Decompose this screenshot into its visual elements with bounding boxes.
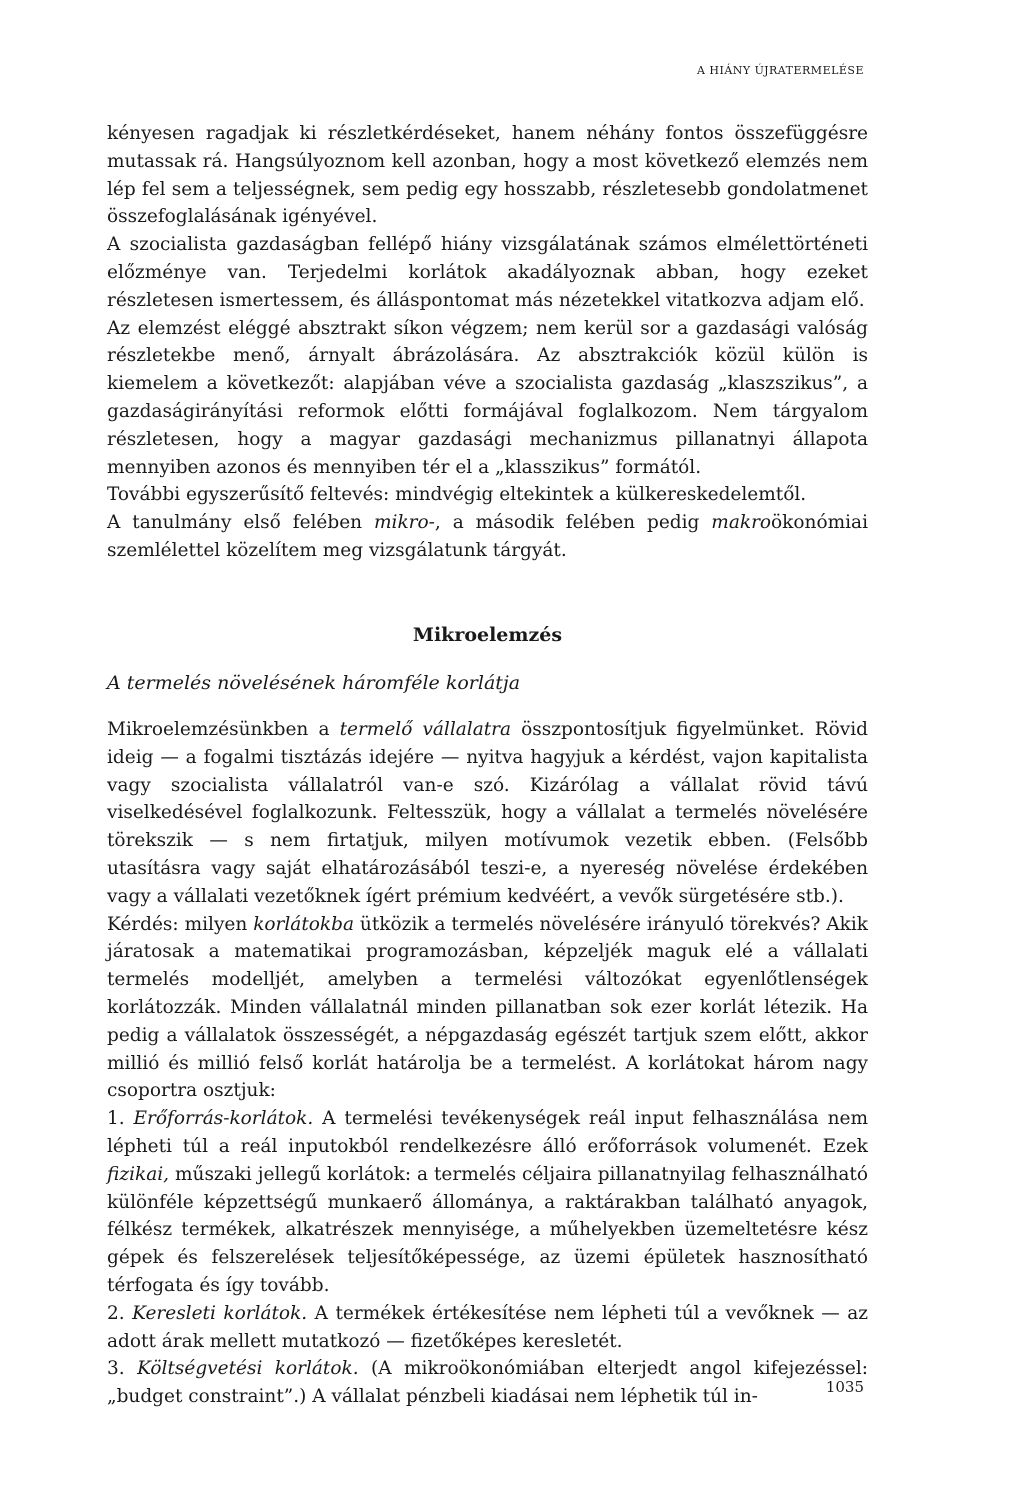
page-number: 1035 — [825, 1378, 864, 1396]
paragraph: A tanulmány első felében mikro-, a második felében pedig makroökonómiai szemlélettel közelítem meg vizsgálatunk tárgyát. — [107, 512, 868, 561]
running-header: A HIÁNY ÚJRATERMELÉSE — [696, 64, 864, 77]
intro-text — [107, 120, 868, 565]
paragraph: A szocialista gazdaságban fellépő hiány vizsgálatának számos elmélettörténeti előzménye van. Terjedelmi korlátok akadályoznak abban, hogy ezeket részletesen ismertessem, és álláspontomat más nézetekkel vitatkozva adjam elő. — [107, 234, 868, 311]
paragraph: További egyszerűsítő feltevés: mindvégig eltekintek a külkereskedelemtől. — [107, 484, 807, 506]
list-item: 3. Költségvetési korlátok. (A mikroökonómiában elterjedt angol kifejezéssel: „budget constraint”.) A vállalat pénzbeli kiadásai nem léphetik túl in- — [107, 1358, 868, 1408]
body-text — [107, 716, 868, 1411]
list-item: 1. Erőforrás-korlátok. A termelési tevékenységek reál input felhasználása nem lépheti túl a reál inputokból rendelkezésre álló erőforrások volumenét. Ezek fizikai, műszaki jellegű korlátok: a termelés céljaira pillanatnyilag felhasználható különféle képzettségű munkaerő állománya, a raktárakban található anyagok, félkész termékek, alkatrészek mennyisége, a műhelyekben üzemeltetésre kész gépek és felszerelések teljesítőképessége, az üzemi épületek hasznosítható térfogata és így tovább. — [107, 1108, 868, 1296]
paragraph: Az elemzést eléggé absztrakt síkon végzem; nem kerül sor a gazdasági valóság részletekbe menő, árnyalt ábrázolására. Az absztrakciók közül külön is kiemelem a következőt: alapjában véve a szocialista gazdaság „klaszszikus”, a gazdaságirányítási reformok előtti formájával foglalkozom. Nem tárgyalom részletesen, hogy a magyar gazdasági mechanizmus pillanatnyi állapota mennyiben azonos és mennyiben tér el a „klasszikus” formától. — [107, 317, 868, 478]
list-item: 2. Keresleti korlátok. A termékek értékesítése nem lépheti túl a vevőknek — az adott árak mellett mutatkozó — fizetőképes keresletét. — [107, 1302, 868, 1352]
paragraph: kényesen ragadjak ki részletkérdéseket, hanem néhány fontos összefüggésre mutassak rá. Hangsúlyoznom kell azonban, hogy a most következő elemzés nem lép fel sem a teljességnek, sem pedig egy hosszabb, részletesebb gondolatmenet összefoglalásának igényével. — [107, 123, 868, 228]
subsection-title: A termelés növelésének háromféle korlátja — [107, 672, 521, 694]
paragraph: Kérdés: milyen korlátokba ütközik a termelés növelésére irányuló törekvés? Akik járatosak a matematikai programozásban, képzeljék maguk elé a vállalati termelés modelljét, amelyben a termelési változókat egyenlőtlenségek korlátozzák. Minden vállalatnál minden pillanatban sok ezer korlát létezik. Ha pedig a vállalatok összességét, a népgazdaság egészét tartjuk szem előtt, akkor millió és millió felső korlát határolja be a termelést. A korlátokat három nagy csoportra osztjuk: — [107, 913, 868, 1102]
paragraph: Mikroelemzésünkben a termelő vállalatra összpontosítjuk figyelmünket. Rövid ideig — a fogalmi tisztázás idejére — nyitva hagyjuk a kérdést, vajon kapitalista vagy szocialista vállalatról van-e szó. Kizárólag a vállalat rövid távú viselkedésével foglalkozunk. Feltesszük, hogy a vállalat a termelés növelésére törekszik — s nem firtatjuk, milyen motívumok vezetik ebben. (Felsőbb utasításra vagy saját elhatározásából teszi-e, a nyereség növelése érdekében vagy a vállalati vezetőknek ígért prémium kedvéért, a vevők sürgetésére stb.). — [107, 719, 869, 907]
section-title: Mikroelemzés — [412, 624, 563, 646]
